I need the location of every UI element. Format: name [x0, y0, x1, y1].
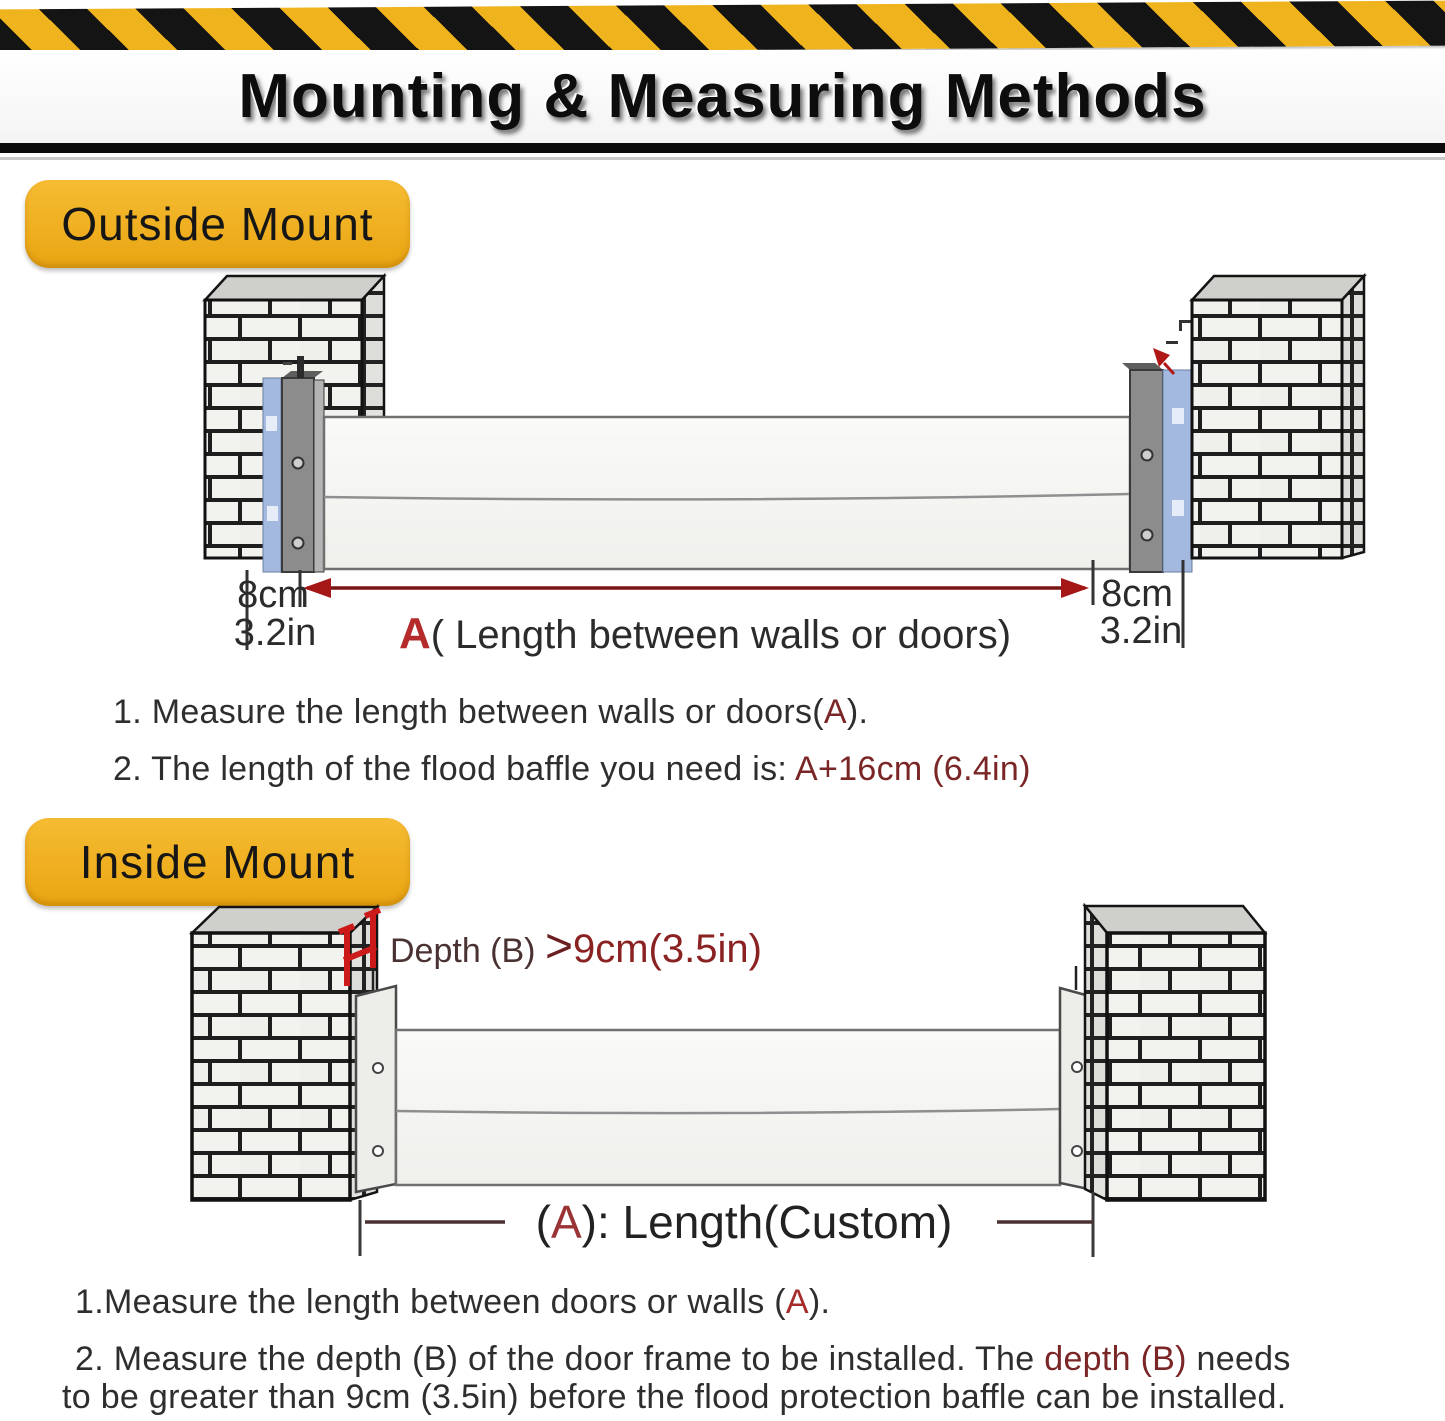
door-frame-channel-left — [356, 986, 396, 1192]
screw-icon — [293, 458, 304, 469]
title-band — [0, 50, 1445, 143]
length-arrow — [303, 578, 1089, 598]
measurement-outside — [234, 560, 1183, 658]
outside-step-1: 1. Measure the length between walls or doors(A). — [113, 693, 869, 731]
right-overlap-cm: 8cm — [1101, 573, 1173, 615]
brick-pillar-right-outside — [1192, 276, 1364, 558]
title-shadow-line — [0, 157, 1445, 160]
brick-pillar-right-inside — [1085, 906, 1265, 1200]
screw-icon — [293, 538, 304, 549]
inside-step-2: 2. Measure the depth (B) of the door frame to be installed. The depth (B) needs — [75, 1340, 1291, 1378]
length-label: A( Length between walls or doors) — [398, 609, 1012, 658]
screw-icon — [1142, 450, 1153, 461]
page-title: Mounting & Measuring Methods — [238, 62, 1207, 131]
inside-step-2-cont: to be greater than 9cm (3.5in) before the flood protection baffle can be installed. — [62, 1378, 1287, 1416]
inside-mount-badge: Inside Mount — [25, 818, 410, 906]
wall-anchor-marks — [1166, 320, 1192, 344]
outside-mount-badge: Outside Mount — [25, 180, 410, 268]
seal-strip-right — [1163, 370, 1192, 572]
screw-icon — [373, 1146, 383, 1156]
screw-icon — [1142, 530, 1153, 541]
left-overlap-in: 3.2in — [233, 612, 317, 654]
seal-strip-left — [263, 378, 281, 572]
hazard-stripe-banner — [0, 1, 1445, 55]
flood-barrier-panel-outside — [324, 417, 1130, 569]
inside-step-1: 1.Measure the length between doors or walls (A). — [75, 1283, 831, 1321]
left-overlap-cm: 8cm — [237, 574, 309, 616]
screw-icon — [373, 1063, 383, 1073]
right-overlap-in: 3.2in — [1099, 610, 1183, 652]
custom-length-label: (A): Length(Custom) — [535, 1196, 953, 1248]
flood-barrier-panel-inside — [396, 1030, 1060, 1185]
outside-mount-diagram — [0, 270, 1445, 660]
title-underline-bar — [0, 143, 1445, 153]
screw-icon — [1072, 1146, 1082, 1156]
measurement-inside — [360, 1192, 1093, 1257]
outside-step-2: 2. The length of the flood baffle you need is: A+16cm (6.4in) — [113, 750, 1031, 788]
inside-mount-diagram — [0, 900, 1445, 1280]
mounting-bracket-left — [282, 356, 324, 572]
screw-icon — [1072, 1062, 1082, 1072]
depth-label: Depth (B) >9cm(3.5in) — [390, 920, 762, 973]
